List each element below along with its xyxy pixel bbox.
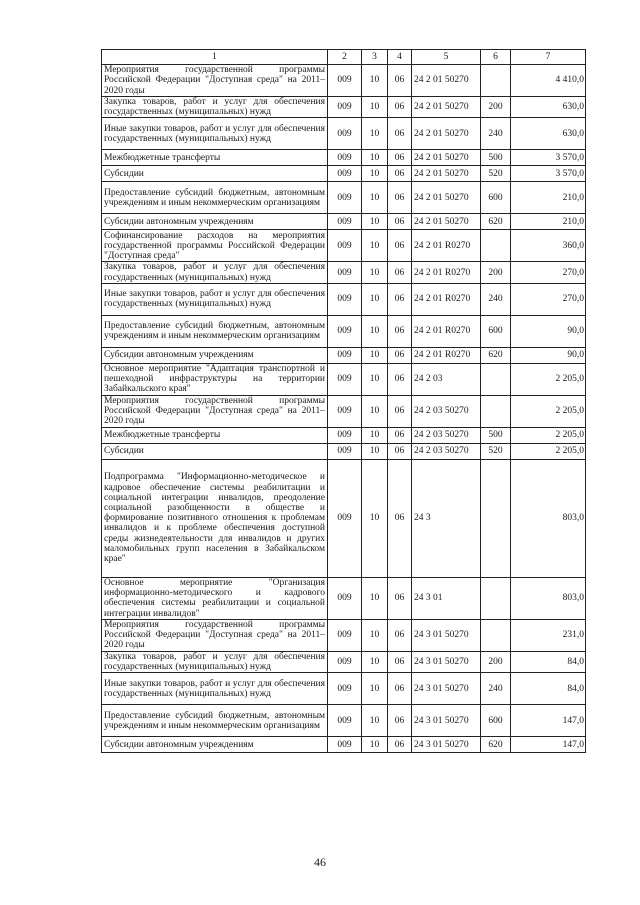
column-header-5: 5 [412, 50, 481, 65]
row-subsection: 06 [388, 443, 412, 459]
row-amount: 803,0 [511, 459, 586, 577]
row-amount: 630,0 [511, 118, 586, 150]
row-section: 10 [362, 459, 388, 577]
row-amount: 2 205,0 [511, 363, 586, 395]
row-expense-type: 500 [481, 150, 511, 166]
row-expense-type [481, 459, 511, 577]
row-subsection: 06 [388, 619, 412, 651]
row-target-article: 24 2 03 50270 [412, 395, 481, 427]
row-target-article: 24 2 01 50270 [412, 182, 481, 214]
row-grbs: 009 [328, 315, 362, 347]
column-header-1: 1 [102, 50, 328, 65]
row-amount: 2 205,0 [511, 443, 586, 459]
row-target-article: 24 3 01 50270 [412, 705, 481, 737]
row-grbs: 009 [328, 737, 362, 753]
row-section: 10 [362, 230, 388, 262]
column-header-3: 3 [362, 50, 388, 65]
row-subsection: 06 [388, 150, 412, 166]
row-subsection: 06 [388, 673, 412, 705]
row-name: Мероприятия государственной программы Российской Федерации "Доступная среда" на 2011–2020 годы [102, 395, 328, 427]
row-subsection: 06 [388, 315, 412, 347]
row-subsection: 06 [388, 283, 412, 315]
row-target-article: 24 2 01 R0270 [412, 230, 481, 262]
row-section: 10 [362, 443, 388, 459]
row-section: 10 [362, 65, 388, 97]
table-row [102, 427, 586, 443]
row-name: Иные закупки товаров, работ и услуг для обеспечения государственных (муниципальных) нужд [102, 673, 328, 705]
row-section: 10 [362, 363, 388, 395]
row-expense-type [481, 363, 511, 395]
row-grbs: 009 [328, 651, 362, 672]
row-section: 10 [362, 673, 388, 705]
row-target-article: 24 2 01 50270 [412, 97, 481, 118]
row-section: 10 [362, 214, 388, 230]
column-header-2: 2 [328, 50, 362, 65]
row-grbs: 009 [328, 705, 362, 737]
row-expense-type [481, 65, 511, 97]
row-grbs: 009 [328, 673, 362, 705]
table-row [102, 395, 586, 427]
row-subsection: 06 [388, 214, 412, 230]
row-section: 10 [362, 347, 388, 363]
row-subsection: 06 [388, 459, 412, 577]
row-section: 10 [362, 395, 388, 427]
row-grbs: 009 [328, 427, 362, 443]
row-grbs: 009 [328, 283, 362, 315]
table-row [102, 363, 586, 395]
row-name: Предоставление субсидий бюджетным, автономным учреждениям и иным некоммерческим организациям [102, 705, 328, 737]
row-grbs: 009 [328, 97, 362, 118]
row-target-article: 24 2 03 50270 [412, 427, 481, 443]
row-expense-type: 520 [481, 166, 511, 182]
table-row [102, 150, 586, 166]
table-row [102, 443, 586, 459]
row-name: Предоставление субсидий бюджетным, автономным учреждениям и иным некоммерческим организациям [102, 182, 328, 214]
row-amount: 2 205,0 [511, 427, 586, 443]
row-amount: 90,0 [511, 347, 586, 363]
row-target-article: 24 2 01 50270 [412, 65, 481, 97]
row-target-article: 24 2 01 R0270 [412, 262, 481, 283]
table-row [102, 651, 586, 672]
row-amount: 90,0 [511, 315, 586, 347]
row-section: 10 [362, 737, 388, 753]
row-subsection: 06 [388, 737, 412, 753]
row-section: 10 [362, 262, 388, 283]
table-row [102, 737, 586, 753]
row-amount: 210,0 [511, 214, 586, 230]
row-target-article: 24 2 03 50270 [412, 443, 481, 459]
row-expense-type: 620 [481, 737, 511, 753]
row-name: Мероприятия государственной программы Российской Федерации "Доступная среда" на 2011–2020 годы [102, 65, 328, 97]
row-amount: 84,0 [511, 673, 586, 705]
row-expense-type: 240 [481, 673, 511, 705]
row-grbs: 009 [328, 577, 362, 619]
row-subsection: 06 [388, 182, 412, 214]
table-row [102, 705, 586, 737]
row-section: 10 [362, 619, 388, 651]
row-target-article: 24 3 01 50270 [412, 619, 481, 651]
table-row [102, 673, 586, 705]
row-target-article: 24 2 01 50270 [412, 150, 481, 166]
header-row [102, 50, 586, 65]
row-expense-type: 600 [481, 705, 511, 737]
row-subsection: 06 [388, 363, 412, 395]
table-row [102, 347, 586, 363]
row-expense-type: 620 [481, 347, 511, 363]
table-row [102, 65, 586, 97]
row-name: Основное мероприятие "Организация информационно-методического и кадрового обеспечения системы реабилитации и социальной интеграции инвалидов" [102, 577, 328, 619]
row-expense-type [481, 619, 511, 651]
row-amount: 3 570,0 [511, 150, 586, 166]
row-amount: 3 570,0 [511, 166, 586, 182]
row-name: Закупка товаров, работ и услуг для обеспечения государственных (муниципальных) нужд [102, 262, 328, 283]
row-grbs: 009 [328, 65, 362, 97]
table-row [102, 118, 586, 150]
row-amount: 270,0 [511, 283, 586, 315]
row-expense-type [481, 577, 511, 619]
row-subsection: 06 [388, 97, 412, 118]
row-subsection: 06 [388, 262, 412, 283]
row-expense-type [481, 230, 511, 262]
row-amount: 270,0 [511, 262, 586, 283]
row-name: Софинансирование расходов на мероприятия государственной программы Российской Федерации "Доступная среда" [102, 230, 328, 262]
row-subsection: 06 [388, 166, 412, 182]
table-row [102, 459, 586, 577]
row-name: Предоставление субсидий бюджетным, автономным учреждениям и иным некоммерческим организациям [102, 315, 328, 347]
page-number: 46 [314, 855, 326, 869]
row-expense-type: 240 [481, 283, 511, 315]
row-name: Межбюджетные трансферты [102, 150, 328, 166]
table-body [102, 65, 586, 753]
row-target-article: 24 2 01 50270 [412, 214, 481, 230]
row-name: Субсидии автономным учреждениям [102, 214, 328, 230]
budget-table [101, 49, 586, 753]
row-grbs: 009 [328, 459, 362, 577]
row-name: Закупка товаров, работ и услуг для обеспечения государственных (муниципальных) нужд [102, 651, 328, 672]
row-section: 10 [362, 315, 388, 347]
row-section: 10 [362, 427, 388, 443]
row-grbs: 009 [328, 395, 362, 427]
row-name: Субсидии [102, 166, 328, 182]
row-expense-type: 200 [481, 262, 511, 283]
row-amount: 360,0 [511, 230, 586, 262]
row-name: Субсидии [102, 443, 328, 459]
row-subsection: 06 [388, 230, 412, 262]
column-header-7: 7 [511, 50, 586, 65]
table-row [102, 166, 586, 182]
row-target-article: 24 3 01 50270 [412, 651, 481, 672]
row-amount: 84,0 [511, 651, 586, 672]
row-grbs: 009 [328, 262, 362, 283]
row-amount: 147,0 [511, 737, 586, 753]
row-grbs: 009 [328, 150, 362, 166]
row-expense-type: 600 [481, 315, 511, 347]
row-name: Межбюджетные трансферты [102, 427, 328, 443]
row-target-article: 24 2 01 R0270 [412, 315, 481, 347]
row-target-article: 24 2 01 R0270 [412, 283, 481, 315]
row-subsection: 06 [388, 65, 412, 97]
row-amount: 2 205,0 [511, 395, 586, 427]
row-section: 10 [362, 651, 388, 672]
table-row [102, 283, 586, 315]
row-name: Основное мероприятие "Адаптация транспортной и пешеходной инфраструктуры на территории Забайкальского края" [102, 363, 328, 395]
row-subsection: 06 [388, 705, 412, 737]
row-section: 10 [362, 283, 388, 315]
row-grbs: 009 [328, 182, 362, 214]
row-subsection: 06 [388, 395, 412, 427]
row-target-article: 24 2 01 R0270 [412, 347, 481, 363]
row-name: Закупка товаров, работ и услуг для обеспечения государственных (муниципальных) нужд [102, 97, 328, 118]
row-section: 10 [362, 150, 388, 166]
table-row [102, 577, 586, 619]
row-amount: 803,0 [511, 577, 586, 619]
row-target-article: 24 3 01 50270 [412, 673, 481, 705]
row-target-article: 24 2 01 50270 [412, 166, 481, 182]
table-row [102, 315, 586, 347]
row-amount: 630,0 [511, 97, 586, 118]
row-amount: 231,0 [511, 619, 586, 651]
row-target-article: 24 3 [412, 459, 481, 577]
row-amount: 147,0 [511, 705, 586, 737]
row-grbs: 009 [328, 363, 362, 395]
row-expense-type: 200 [481, 651, 511, 672]
row-section: 10 [362, 166, 388, 182]
table-row [102, 182, 586, 214]
column-header-6: 6 [481, 50, 511, 65]
row-name: Подпрограмма "Информационно-методическое и кадровое обеспечение системы реабилитации и социальной интеграции инвалидов, преодоление социальной разобщенности в обществе и формирование позитивного отношения к проблемам инвалидов и к проблеме обеспечения доступной среды жизнедеятельности для инвалидов и других маломобильных групп населения в Забайкальском крае" [102, 459, 328, 577]
table-row [102, 230, 586, 262]
row-grbs: 009 [328, 347, 362, 363]
row-target-article: 24 3 01 [412, 577, 481, 619]
row-section: 10 [362, 705, 388, 737]
row-name: Иные закупки товаров, работ и услуг для обеспечения государственных (муниципальных) нужд [102, 118, 328, 150]
column-header-4: 4 [388, 50, 412, 65]
row-expense-type [481, 395, 511, 427]
row-expense-type: 200 [481, 97, 511, 118]
table-row [102, 214, 586, 230]
row-subsection: 06 [388, 651, 412, 672]
row-subsection: 06 [388, 427, 412, 443]
table-row [102, 97, 586, 118]
row-grbs: 009 [328, 214, 362, 230]
row-target-article: 24 3 01 50270 [412, 737, 481, 753]
row-grbs: 009 [328, 230, 362, 262]
row-grbs: 009 [328, 619, 362, 651]
row-name: Мероприятия государственной программы Российской Федерации "Доступная среда" на 2011–2020 годы [102, 619, 328, 651]
row-subsection: 06 [388, 577, 412, 619]
row-grbs: 009 [328, 166, 362, 182]
row-section: 10 [362, 577, 388, 619]
row-expense-type: 500 [481, 427, 511, 443]
row-section: 10 [362, 118, 388, 150]
row-expense-type: 620 [481, 214, 511, 230]
row-grbs: 009 [328, 118, 362, 150]
row-section: 10 [362, 182, 388, 214]
row-expense-type: 520 [481, 443, 511, 459]
row-name: Иные закупки товаров, работ и услуг для обеспечения государственных (муниципальных) нужд [102, 283, 328, 315]
table-row [102, 619, 586, 651]
row-grbs: 009 [328, 443, 362, 459]
table-row [102, 262, 586, 283]
row-subsection: 06 [388, 118, 412, 150]
row-expense-type: 600 [481, 182, 511, 214]
row-name: Субсидии автономным учреждениям [102, 737, 328, 753]
row-expense-type: 240 [481, 118, 511, 150]
row-target-article: 24 2 01 50270 [412, 118, 481, 150]
row-name: Субсидии автономным учреждениям [102, 347, 328, 363]
row-amount: 210,0 [511, 182, 586, 214]
row-amount: 4 410,0 [511, 65, 586, 97]
row-subsection: 06 [388, 347, 412, 363]
row-section: 10 [362, 97, 388, 118]
row-target-article: 24 2 03 [412, 363, 481, 395]
